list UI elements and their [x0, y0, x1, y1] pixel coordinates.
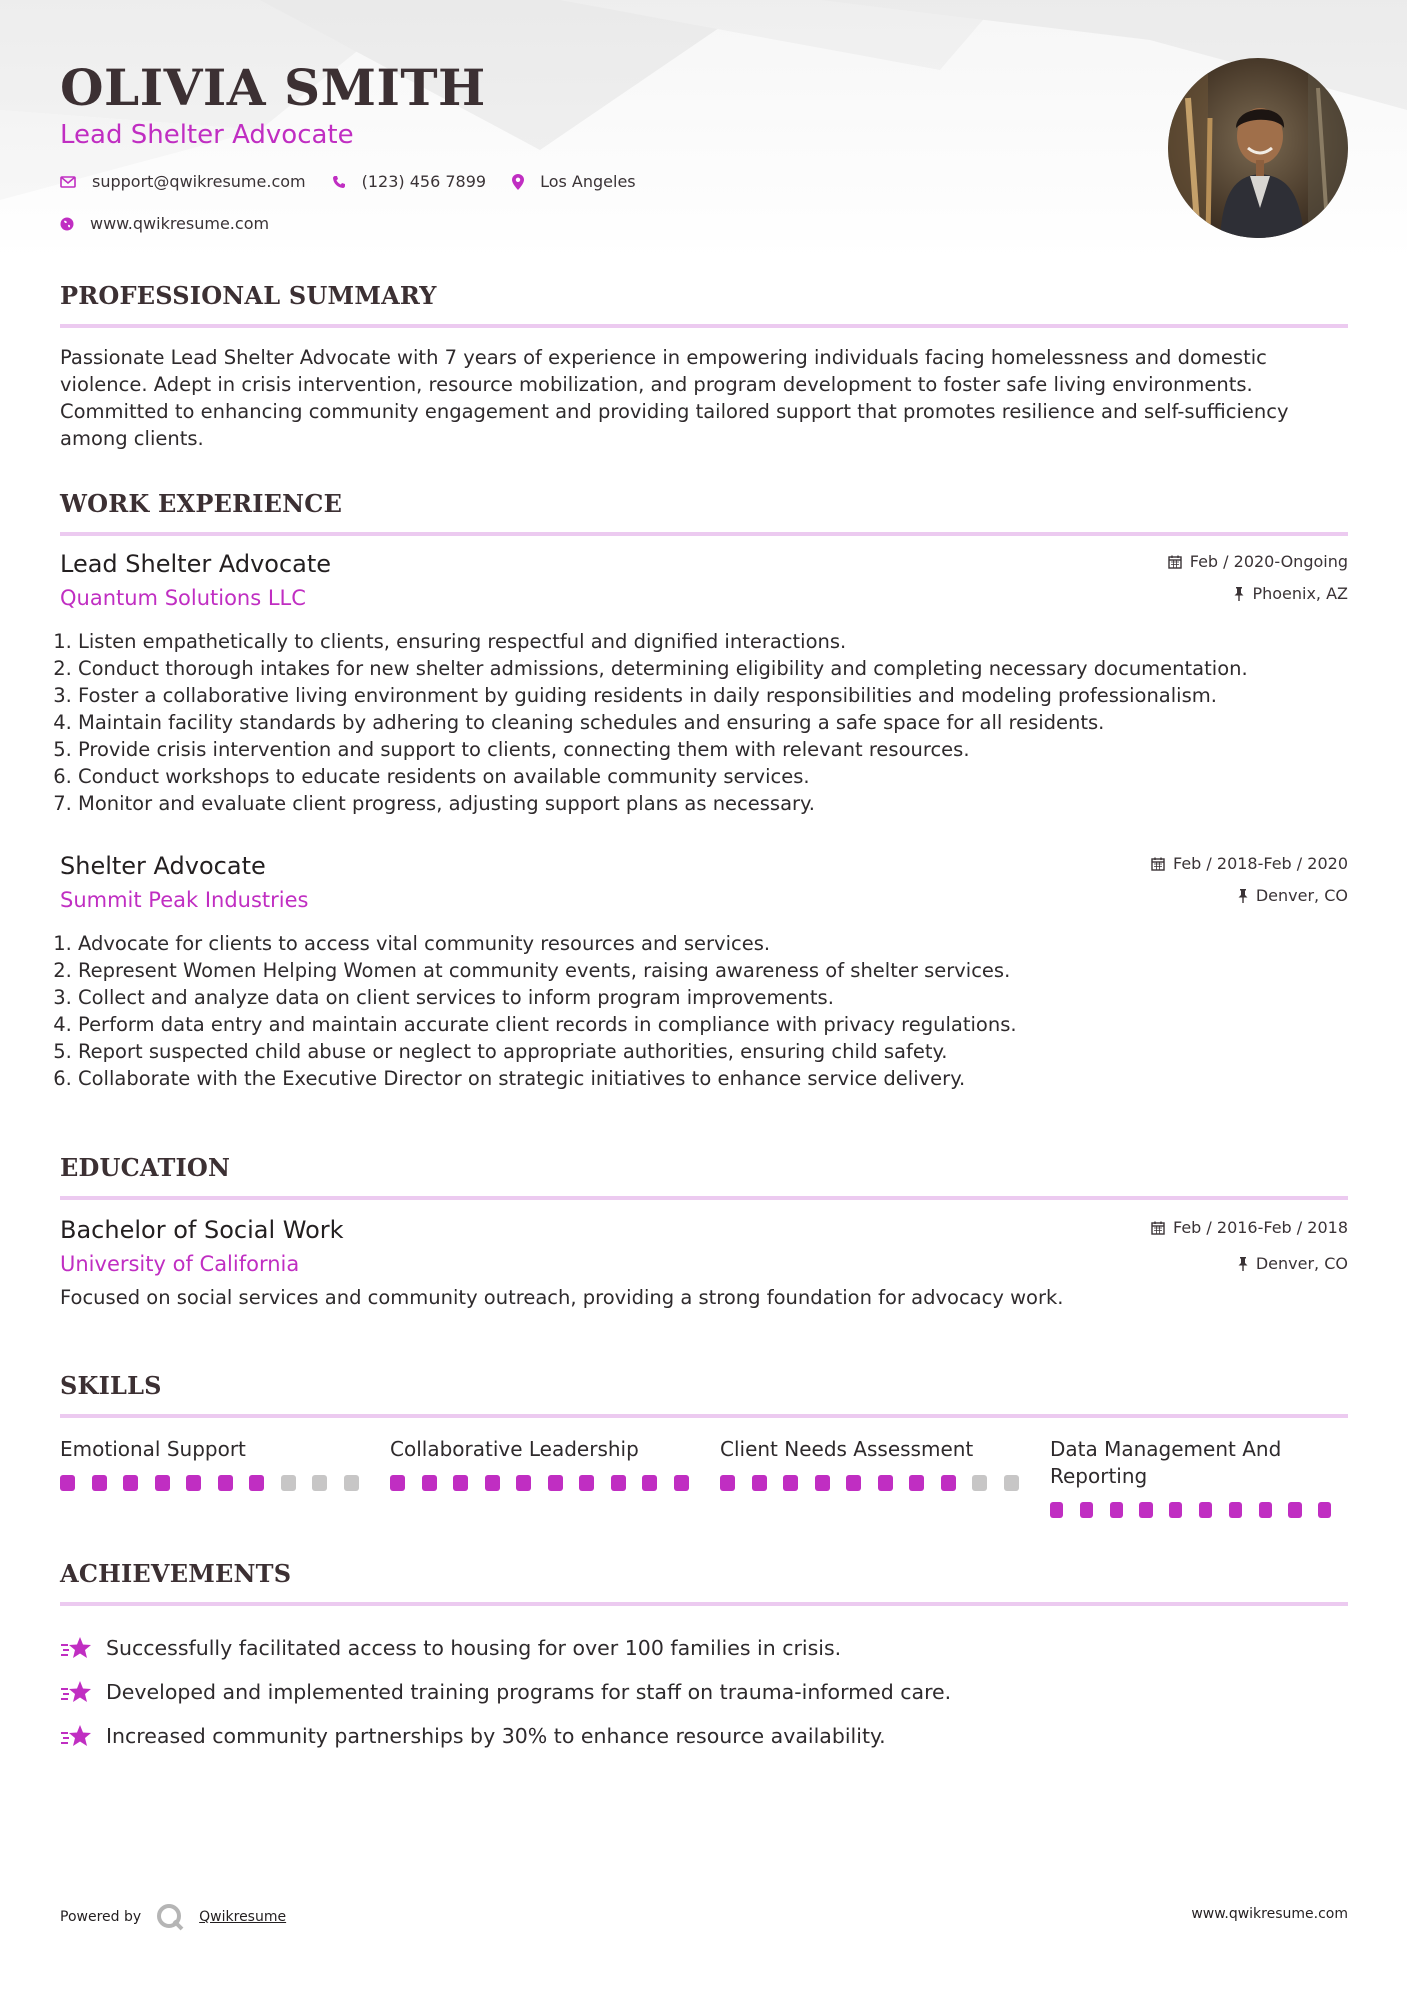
duty-item: 4. Maintain facility standards by adhering to cleaning schedules and ensuring a safe space for all residents.	[78, 709, 1348, 736]
skills-section	[60, 1370, 1348, 1518]
contact-website[interactable]	[60, 214, 269, 233]
school-name: University of California	[60, 1252, 300, 1276]
star-icon	[60, 1680, 92, 1704]
duty-item: 3. Collect and analyze data on client services to inform program improvements.	[78, 984, 1348, 1011]
experience-heading: WORK EXPERIENCE	[60, 489, 343, 518]
skills-grid	[60, 1436, 1348, 1518]
contact-phone[interactable]	[332, 172, 486, 191]
skill-item	[720, 1436, 1050, 1518]
duty-item: 6. Conduct workshops to educate residents on available community services.	[78, 763, 1348, 790]
skill-dot-filled	[941, 1475, 956, 1491]
contact-location	[512, 172, 636, 191]
job-location-text: Denver, CO	[1255, 886, 1348, 905]
skill-dot-filled	[422, 1475, 437, 1491]
phone-icon	[332, 175, 346, 189]
calendar-icon	[1168, 555, 1182, 569]
skill-dot-filled	[123, 1475, 138, 1491]
experience-section	[60, 488, 1348, 536]
job-location	[1234, 584, 1348, 603]
job-location	[1238, 886, 1348, 905]
skill-dot-empty	[1004, 1475, 1019, 1491]
summary-heading: PROFESSIONAL SUMMARY	[60, 281, 437, 310]
job-date-text: Feb / 2018-Feb / 2020	[1173, 854, 1348, 873]
skill-name: Emotional Support	[60, 1437, 246, 1461]
duty-item: 2. Conduct thorough intakes for new shelter admissions, determining eligibility and completing necessary documentation.	[78, 655, 1348, 682]
job-header	[60, 548, 1348, 614]
skill-dot-filled	[186, 1475, 201, 1491]
skill-dot-filled	[516, 1475, 531, 1491]
job-title: Shelter Advocate	[60, 852, 266, 880]
skill-dot-filled	[642, 1475, 657, 1491]
envelope-icon	[60, 176, 76, 188]
section-divider	[60, 1602, 1348, 1606]
candidate-title: Lead Shelter Advocate	[60, 120, 354, 150]
page-footer	[60, 1898, 1348, 1928]
skill-dot-filled	[1110, 1502, 1123, 1518]
skills-heading: SKILLS	[60, 1371, 162, 1400]
skill-dot-filled	[548, 1475, 563, 1491]
skill-dot-empty	[281, 1475, 296, 1491]
job-header	[60, 850, 1348, 916]
job-title: Lead Shelter Advocate	[60, 550, 332, 578]
map-pin-icon	[512, 174, 524, 190]
achievements-list	[60, 1626, 1348, 1758]
skill-rating	[390, 1475, 720, 1491]
education-section	[60, 1152, 1348, 1200]
achievement-item	[60, 1714, 1348, 1758]
duty-item: 6. Collaborate with the Executive Director on strategic initiatives to enhance service delivery.	[78, 1065, 1348, 1092]
skill-dot-filled	[1229, 1502, 1242, 1518]
skill-dot-filled	[1288, 1502, 1301, 1518]
brand-link[interactable]: Qwikresume	[199, 1909, 287, 1925]
star-icon	[60, 1636, 92, 1660]
skill-dot-filled	[1050, 1502, 1063, 1518]
achievement-text: Increased community partnerships by 30% to enhance resource availability.	[106, 1724, 886, 1748]
skill-dot-filled	[1139, 1502, 1152, 1518]
education-header	[60, 1214, 1348, 1280]
duty-item: 5. Report suspected child abuse or neglect to appropriate authorities, ensuring child safety.	[78, 1038, 1348, 1065]
skill-dot-filled	[1169, 1502, 1182, 1518]
location-text: Los Angeles	[540, 172, 636, 191]
skill-dot-filled	[1199, 1502, 1212, 1518]
achievements-section	[60, 1558, 1348, 1758]
pushpin-icon	[1238, 889, 1248, 903]
achievement-text: Developed and implemented training programs for staff on trauma-informed care.	[106, 1680, 952, 1704]
job-date	[1168, 552, 1348, 571]
achievement-item	[60, 1626, 1348, 1670]
skill-dot-filled	[1259, 1502, 1272, 1518]
skill-dot-empty	[344, 1475, 359, 1491]
pushpin-icon	[1234, 587, 1244, 601]
education-date	[1151, 1218, 1348, 1237]
section-divider	[60, 324, 1348, 328]
education-entry	[60, 1214, 1348, 1311]
job-location-text: Phoenix, AZ	[1252, 584, 1348, 603]
skill-dot-filled	[674, 1475, 689, 1491]
duty-item: 3. Foster a collaborative living environment by guiding residents in daily responsibilities and modeling professionalism.	[78, 682, 1348, 709]
profile-photo	[1168, 58, 1348, 238]
skill-dot-filled	[155, 1475, 170, 1491]
skill-name: Collaborative Leadership	[390, 1437, 639, 1461]
website-text: www.qwikresume.com	[90, 214, 270, 233]
section-divider	[60, 1196, 1348, 1200]
job-entry	[60, 850, 1348, 1092]
contact-row	[60, 172, 662, 191]
skill-dot-filled	[218, 1475, 233, 1491]
skill-dot-filled	[92, 1475, 107, 1491]
duty-item: 1. Advocate for clients to access vital community resources and services.	[78, 930, 1348, 957]
skill-dot-empty	[312, 1475, 327, 1491]
powered-by-label: Powered by	[60, 1909, 142, 1925]
section-divider	[60, 1414, 1348, 1418]
summary-section	[60, 280, 1348, 452]
skill-name: Client Needs Assessment	[720, 1437, 974, 1461]
skill-dot-filled	[485, 1475, 500, 1491]
job-date-text: Feb / 2020-Ongoing	[1189, 552, 1348, 571]
skill-dot-filled	[752, 1475, 767, 1491]
contact-email[interactable]	[60, 172, 306, 191]
skill-name: Data Management And Reporting	[1050, 1437, 1282, 1488]
skill-item	[1050, 1436, 1348, 1518]
duty-item: 2. Represent Women Helping Women at community events, raising awareness of shelter services.	[78, 957, 1348, 984]
qwikresume-logo-icon	[155, 1902, 185, 1932]
skill-item	[390, 1436, 720, 1518]
phone-text: (123) 456 7899	[361, 172, 487, 191]
job-duties	[60, 930, 1348, 1092]
education-date-text: Feb / 2016-Feb / 2018	[1173, 1218, 1348, 1237]
summary-text: Passionate Lead Shelter Advocate with 7 years of experience in empowering individuals facing homelessness and domestic violence. Adept in crisis intervention, resource mobilization, and program development to foster safe living environments. Committed to enhancing community engagement and providing tailored support that promotes resilience and self-sufficiency among clients.	[60, 346, 1289, 450]
skill-dot-filled	[783, 1475, 798, 1491]
skill-dot-filled	[1318, 1502, 1331, 1518]
skill-dot-filled	[249, 1475, 264, 1491]
skill-rating	[720, 1475, 1050, 1491]
achievement-text: Successfully facilitated access to housing for over 100 families in crisis.	[106, 1636, 842, 1660]
pushpin-icon	[1238, 1257, 1248, 1271]
job-duties	[60, 628, 1348, 817]
globe-icon	[60, 217, 74, 231]
skill-dot-filled	[878, 1475, 893, 1491]
skill-dot-filled	[815, 1475, 830, 1491]
calendar-icon	[1151, 1221, 1165, 1235]
skill-dot-filled	[453, 1475, 468, 1491]
education-location-text: Denver, CO	[1255, 1254, 1348, 1273]
section-divider	[60, 532, 1348, 536]
calendar-icon	[1151, 857, 1165, 871]
skill-dot-filled	[846, 1475, 861, 1491]
powered-by	[60, 1902, 286, 1932]
duty-item: 5. Provide crisis intervention and support to clients, connecting them with relevant resources.	[78, 736, 1348, 763]
job-entry	[60, 548, 1348, 817]
skill-item	[60, 1436, 390, 1518]
skill-rating	[60, 1475, 390, 1491]
duty-item: 7. Monitor and evaluate client progress, adjusting support plans as necessary.	[78, 790, 1348, 817]
candidate-name: OLIVIA SMITH	[60, 58, 486, 117]
footer-website[interactable]: www.qwikresume.com	[1191, 1906, 1348, 1922]
skill-dot-filled	[390, 1475, 405, 1491]
skill-dot-filled	[579, 1475, 594, 1491]
email-text: support@qwikresume.com	[92, 172, 306, 191]
skill-rating	[1050, 1502, 1348, 1518]
achievements-heading: ACHIEVEMENTS	[60, 1559, 292, 1588]
skill-dot-filled	[1080, 1502, 1093, 1518]
skill-dot-empty	[972, 1475, 987, 1491]
contact-row-website	[60, 214, 295, 233]
job-company: Quantum Solutions LLC	[60, 586, 306, 610]
achievement-item	[60, 1670, 1348, 1714]
duty-item: 4. Perform data entry and maintain accurate client records in compliance with privacy regulations.	[78, 1011, 1348, 1038]
duty-item: 1. Listen empathetically to clients, ensuring respectful and dignified interactions.	[78, 628, 1348, 655]
education-description: Focused on social services and community outreach, providing a strong foundation for advocacy work.	[60, 1286, 1064, 1309]
education-heading: EDUCATION	[60, 1153, 231, 1182]
skill-dot-filled	[909, 1475, 924, 1491]
skill-dot-filled	[60, 1475, 75, 1491]
degree-title: Bachelor of Social Work	[60, 1216, 344, 1244]
star-icon	[60, 1724, 92, 1748]
job-date	[1151, 854, 1348, 873]
job-company: Summit Peak Industries	[60, 888, 309, 912]
skill-dot-filled	[611, 1475, 626, 1491]
skill-dot-filled	[720, 1475, 735, 1491]
education-location	[1238, 1254, 1348, 1273]
